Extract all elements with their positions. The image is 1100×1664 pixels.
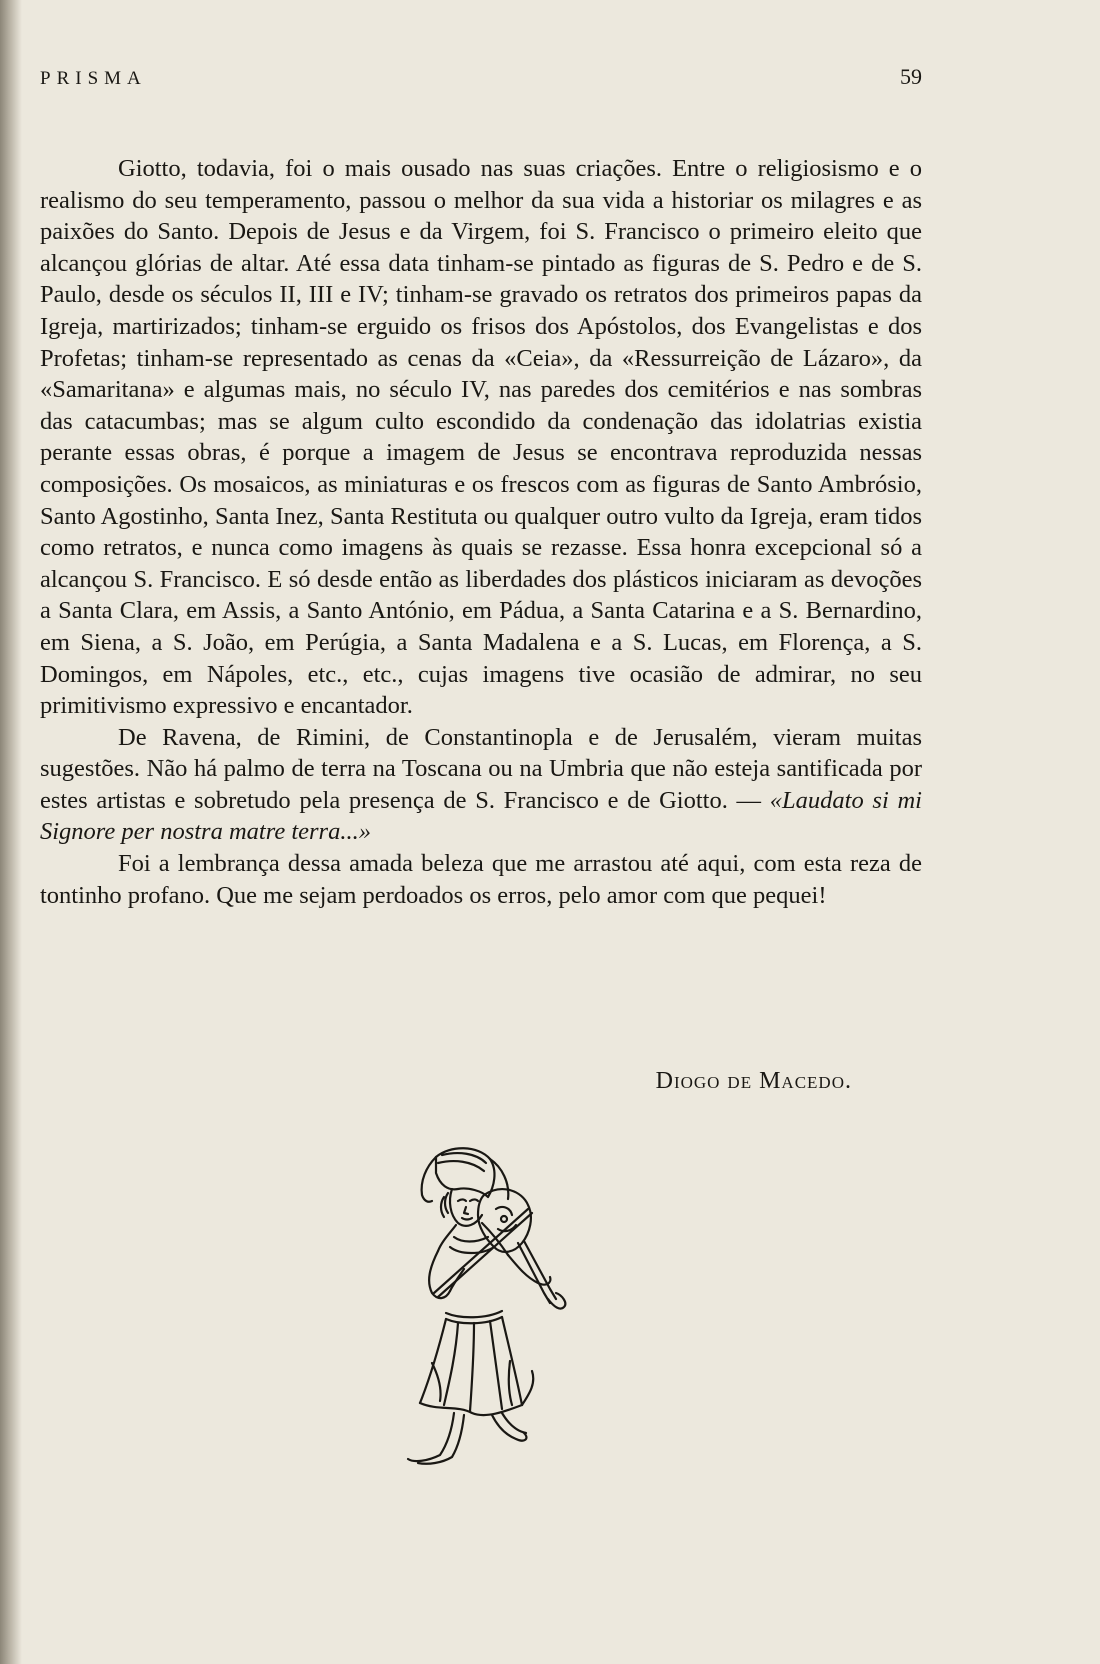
running-title: PRISMA — [40, 68, 147, 89]
author-signature: Diogo de Macedo. — [655, 1068, 852, 1094]
paragraph-1: Giotto, todavia, foi o mais ousado nas suas criações. Entre o religiosismo e o realismo do seu temperamento, passou o melhor da sua vida a historiar os milagres e as paixões do Santo. Depois de Jesus e da Virgem, foi S. Francisco o primeiro eleito que alcançou glórias de altar. Até essa data tinham-se pintado as figuras de S. Pedro e de S. Paulo, desde os séculos II, III e IV; tinham-se gravado os retratos dos primeiros papas da Igreja, martirizados; tinham-se erguido os frisos dos Apóstolos, dos Evangelistas e dos Profetas; tinham-se representado as cenas da «Ceia», da «Ressurreição de Lázaro», da «Samaritana» e algumas mais, no século IV, nas paredes dos cemitérios e nas sombras das catacumbas; mas se algum culto escondido da condenação das idolatrias existia perante essas obras, é porque a imagem de Jesus se encontrava reproduzida nessas composições. Os mosaicos, as miniaturas e os frescos com as figuras de Santo Ambrósio, Santo Agostinho, Santa Inez, Santa Restituta ou qualquer outro vulto da Igreja, eram tidos como retratos, e nunca como imagens às quais se rezasse. Essa honra excepcional só a alcançou S. Francisco. E só desde então as liberdades dos plásticos iniciaram as devoções a Santa Clara, em Assis, a Santo António, em Pádua, a Santa Catarina e a S. Bernardino, em Siena, a S. João, em Perúgia, a Santa Madalena e a S. Lucas, em Florença, a S. Domingos, em Nápoles, etc., etc., cujas imagens tive ocasião de admirar, no seu primitivismo expressivo e encantador. — [40, 155, 922, 720]
paragraph-2 — [40, 722, 922, 848]
paragraph-2-text: De Ravena, de Rimini, de Constantinopla e de Jerusalém, vieram muitas sugestões. Não há palmo de terra na Toscana ou na Umbria que não esteja santificada por estes artistas e sobretudo pela presença de S. Francisco e de Giotto. — — [40, 723, 922, 814]
medieval-fiddler-drawing-icon — [398, 1143, 578, 1468]
latin-quote: «Laudato si mi Signore per nostra matre terra...» — [40, 786, 922, 846]
article-body — [40, 153, 922, 911]
paragraph-3: Foi a lembrança dessa amada beleza que me arrastou até aqui, com esta reza de tontinho profano. Que me sejam perdoados os erros, pelo amor com que pequei! — [40, 850, 922, 909]
page-number: 59 — [900, 64, 922, 89]
